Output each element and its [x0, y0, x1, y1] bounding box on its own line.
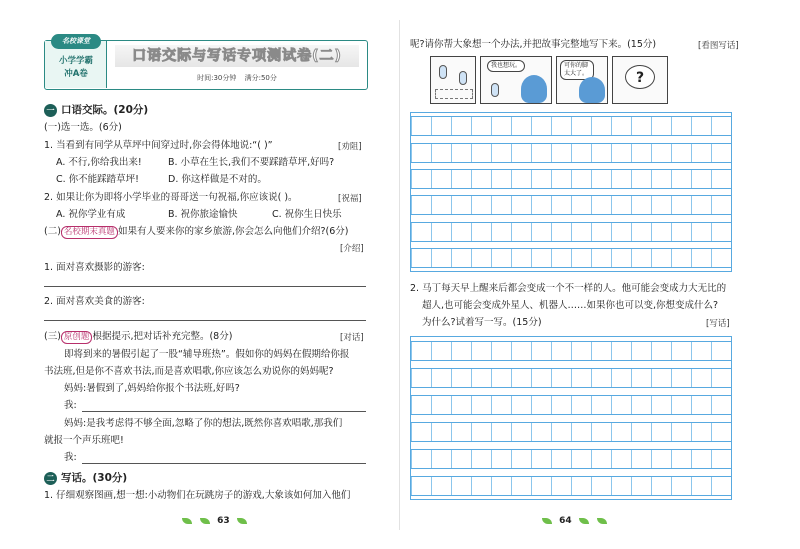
part-3-paragraph-2: 书法班,但是你不喜欢书法,而是喜欢唱歌,你应该怎么劝说你的妈妈呢?	[44, 366, 334, 377]
header-banner	[44, 37, 368, 90]
part-2-text: 如果有人要来你的家乡旅游,你会怎么向他们介绍?(6分)	[117, 226, 349, 237]
speech-bubble: 可你的脚太大了。	[560, 60, 594, 80]
answer-line[interactable]	[82, 411, 366, 412]
question-1-tag: [劝阻]	[338, 142, 362, 152]
part-3-prefix: (三)	[44, 331, 61, 342]
elephant-figure	[579, 77, 605, 103]
rabbit-figure	[459, 71, 467, 85]
leaf-icon	[200, 518, 210, 524]
part-2-heading	[44, 225, 348, 239]
part-2-tag: [介绍]	[340, 244, 364, 254]
dialog-me-2-label: 我:	[64, 452, 77, 463]
q2-option-a: A. 祝你学业有成	[56, 209, 126, 220]
part-2-prefix: (二)	[44, 226, 61, 237]
part-3-paragraph-1: 即将到来的暑假引起了一股“辅导班热”。假如你的妈妈在假期给你报	[64, 349, 350, 360]
q1-option-d: D. 你这样做是不对的。	[168, 174, 267, 185]
grid-row[interactable]	[411, 222, 731, 242]
question-1-tag: [看图写话]	[698, 41, 739, 51]
dialog-mom-2: 妈妈:是我考虑得不够全面,忽略了你的想法,既然你喜欢唱歌,那我们	[64, 418, 343, 429]
grid-row[interactable]	[411, 195, 731, 215]
full-score: 满分:50分	[244, 74, 277, 82]
section-2-heading	[44, 471, 127, 485]
section-2-q1-line-1: 1. 仔细观察图画,想一想:小动物们在玩跳房子的游戏,大象该如何加入他们	[44, 490, 351, 501]
grid-row[interactable]	[411, 143, 731, 163]
leaf-icon	[237, 518, 247, 524]
dialog-mom-2-cont: 就报一个声乐班吧!	[44, 435, 124, 446]
question-2-text: 2. 如果让你为即将小学毕业的哥哥送一句祝福,你应该说( )。	[44, 192, 298, 203]
part-2-question-1: 1. 面对喜欢摄影的游客:	[44, 262, 145, 273]
page-number-right	[538, 516, 611, 526]
q2-option-b: B. 祝你旅途愉快	[168, 209, 238, 220]
rabbit-figure	[439, 65, 447, 79]
question-1-text: 1. 当看到有同学从草坪中间穿过时,你会得体地说:“( )”	[44, 140, 273, 151]
grid-row[interactable]	[411, 422, 731, 442]
part-2-badge: 名校期末真题	[61, 226, 118, 239]
comic-panel-1	[430, 56, 476, 104]
grade-label	[49, 55, 103, 81]
leaf-icon	[579, 518, 589, 524]
question-2-tag: [写话]	[706, 319, 730, 329]
section-number-badge: 二	[44, 472, 57, 485]
grid-row[interactable]	[411, 476, 731, 496]
part-1-heading: (一)选一选。(6分)	[44, 122, 122, 133]
section-1-title: 口语交际。(20分)	[61, 104, 149, 116]
page-number: 64	[559, 516, 572, 526]
grade-line-2: 冲A卷	[64, 69, 88, 79]
leaf-icon	[597, 518, 607, 524]
grid-row[interactable]	[411, 248, 731, 268]
q1-option-c: C. 你不能踩踏草坪!	[56, 174, 139, 185]
leaf-icon	[182, 518, 192, 524]
thought-bubble: ?	[625, 65, 655, 89]
brand-logo: 名校课堂	[51, 34, 101, 49]
q1-option-b: B. 小草在生长,我们不要踩踏草坪,好吗?	[168, 157, 335, 168]
answer-line[interactable]	[82, 463, 366, 464]
leaf-icon	[542, 518, 552, 524]
grid-row[interactable]	[411, 341, 731, 361]
grid-row[interactable]	[411, 368, 731, 388]
comic-panel-2	[480, 56, 552, 104]
section-2-q2-line-1: 2. 马丁每天早上醒来后都会变成一个不一样的人。他可能会变成力大无比的	[410, 283, 727, 294]
section-2-q1-line-2: 呢?请你帮大象想一个办法,并把故事完整地写下来。(15分)	[410, 39, 657, 50]
page-title: 口语交际与写话专项测试卷(二)	[115, 45, 359, 67]
q2-option-c: C. 祝你生日快乐	[272, 209, 342, 220]
rabbit-figure	[491, 83, 499, 97]
grid-row[interactable]	[411, 395, 731, 415]
part-2-question-2: 2. 面对喜欢美食的游客:	[44, 296, 145, 307]
part-3-badge: 原创题	[61, 331, 93, 344]
question-2-tag: [祝福]	[338, 194, 362, 204]
comic-panel-4	[612, 56, 668, 104]
page-number-left	[178, 516, 251, 526]
section-2-q2-line-2: 超人,也可能会变成外星人、机器人……如果你也可以变,你想变成什么?	[422, 300, 719, 311]
hopscotch-grid	[435, 89, 473, 99]
exam-meta	[107, 73, 367, 83]
writing-grid-2[interactable]	[410, 336, 732, 500]
section-2-q2-line-3: 为什么?试着写一写。(15分)	[422, 317, 542, 328]
grade-line-1: 小学学霸	[58, 56, 93, 66]
section-number-badge: 一	[44, 104, 57, 117]
elephant-figure	[521, 75, 547, 103]
grid-row[interactable]	[411, 449, 731, 469]
grid-row[interactable]	[411, 169, 731, 189]
part-3-tag: [对话]	[340, 333, 364, 343]
part-3-heading	[44, 330, 232, 344]
writing-grid-1[interactable]	[410, 112, 732, 272]
speech-bubble: 我也想玩。	[487, 60, 525, 72]
q1-option-a: A. 不行,你给我出来!	[56, 157, 142, 168]
dialog-me-1-label: 我:	[64, 400, 77, 411]
grid-row[interactable]	[411, 116, 731, 136]
answer-line[interactable]	[44, 286, 366, 287]
section-2-title: 写话。(30分)	[61, 472, 128, 484]
dialog-mom-1: 妈妈:暑假到了,妈妈给你报个书法班,好吗?	[64, 383, 240, 394]
answer-line[interactable]	[44, 320, 366, 321]
time-limit: 时间:30分钟	[197, 74, 237, 82]
comic-panel-3	[556, 56, 608, 104]
section-1-heading	[44, 103, 148, 117]
right-page	[400, 0, 800, 549]
part-3-text: 根据提示,把对话补充完整。(8分)	[92, 331, 233, 342]
page-number: 63	[217, 516, 230, 526]
